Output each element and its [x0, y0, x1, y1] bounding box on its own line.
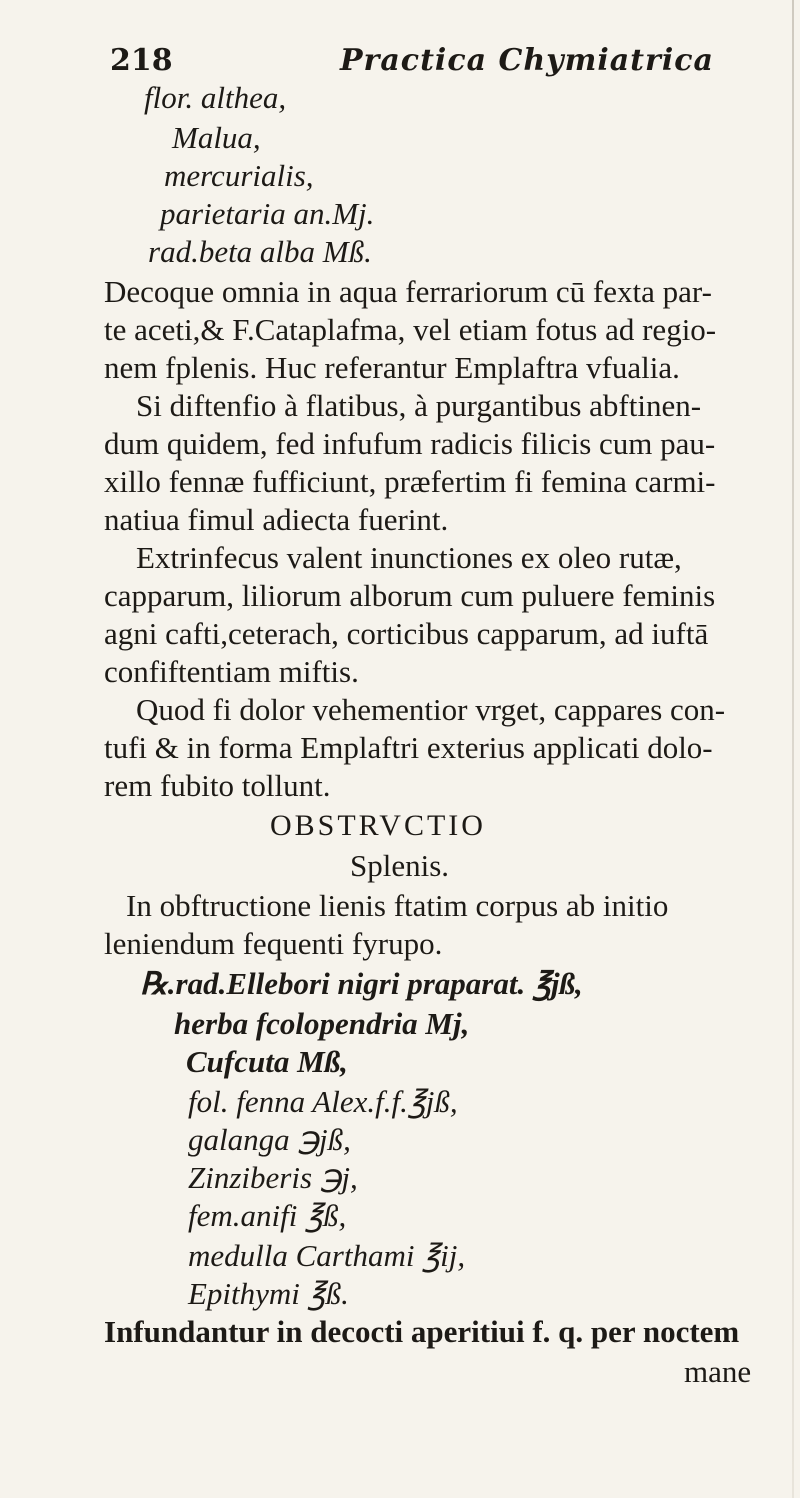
body-line: leniendum fequenti fyrupo. [104, 926, 443, 961]
recipe-line: mercurialis, [164, 158, 314, 193]
body-line: nem fplenis. Huc referantur Emplaftra vfualia. [104, 350, 680, 385]
recipe-line: fol. fenna Alex.f.f.℥jß, [188, 1084, 458, 1119]
page-number: 218 [110, 43, 173, 78]
recipe-line: medulla Carthami ℥ij, [188, 1238, 466, 1273]
recipe-line: rad.beta alba Mß. [148, 234, 372, 269]
recipe-line: flor. althea, [144, 80, 287, 115]
body-line: rem fubito tollunt. [104, 768, 331, 803]
recipe-line: galanga ℈jß, [188, 1122, 351, 1157]
running-title: Practica Chymiatrica [340, 43, 714, 78]
recipe-line: herba fcolopendria Mj, [174, 1006, 470, 1041]
catchword: mane [684, 1354, 752, 1389]
body-line: Quod fi dolor vehementior vrget, cappares con- [136, 692, 726, 727]
body-line: confiftentiam miftis. [104, 654, 359, 689]
body-line: In obftructione lienis ftatim corpus ab initio [126, 888, 669, 923]
body-line: Extrinfecus valent inunctiones ex oleo rutæ, [136, 540, 682, 575]
recipe-line: fem.anifi ℥ß, [188, 1198, 347, 1233]
recipe-line: ℞.rad.Ellebori nigri praparat. ℥jß, [140, 966, 583, 1001]
section-subheading: Splenis. [350, 848, 450, 883]
body-line: capparum, liliorum alborum cum puluere feminis [104, 578, 716, 613]
body-line: agni cafti,ceterach, corticibus capparum, ad iuftā [104, 616, 709, 651]
body-line: Si diftenfio à flatibus, à purgantibus abftinen- [136, 388, 702, 423]
body-line: Decoque omnia in aqua ferrariorum cū fexta par- [104, 274, 712, 309]
body-line: dum quidem, fed infufum radicis filicis cum pau- [104, 426, 716, 461]
body-line: tufi & in forma Emplaftri exterius applicati dolo- [104, 730, 713, 765]
recipe-line: Zinziberis ℈j, [188, 1160, 358, 1195]
page-edge [792, 0, 794, 1498]
body-line: te aceti,& F.Cataplafma, vel etiam fotus ad regio- [104, 312, 717, 347]
body-line: natiua fimul adiecta fuerint. [104, 502, 449, 537]
body-line: xillo fennæ fufficiunt, præfertim fi femina carmi- [104, 464, 716, 499]
section-heading: OBSTRVCTIO [270, 809, 486, 842]
recipe-line: parietaria an.Mj. [160, 196, 375, 231]
recipe-line: Epithymi ℥ß. [188, 1276, 349, 1311]
recipe-line: Cufcuta Mß, [186, 1044, 348, 1079]
body-line: Infundantur in decocti aperitiui f. q. per noctem [104, 1314, 740, 1349]
recipe-line: Malua, [172, 120, 261, 155]
